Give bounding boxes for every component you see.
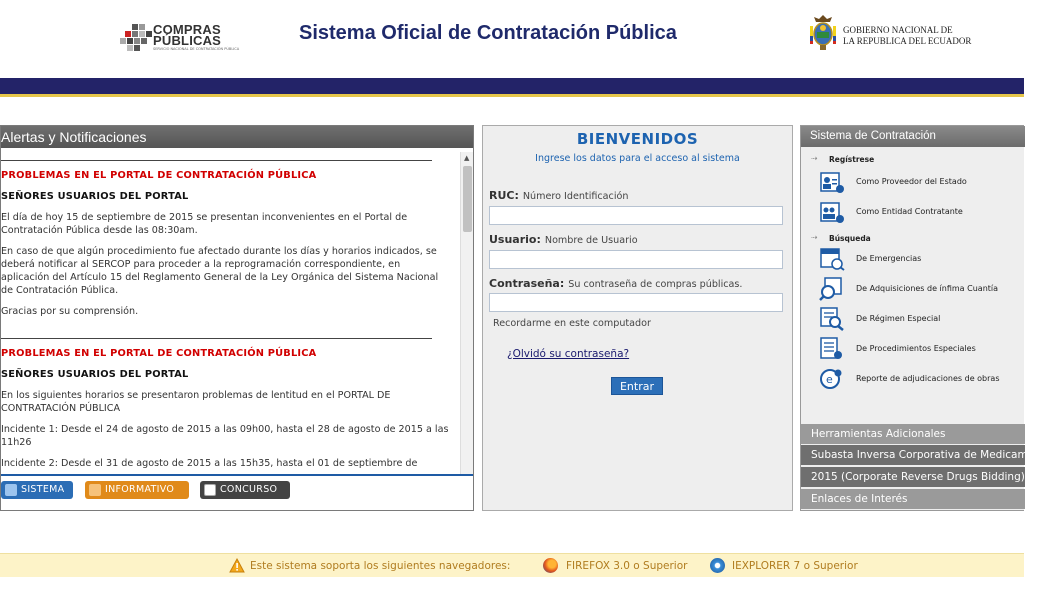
subasta-inversa-link-cont[interactable]: 2015 (Corporate Reverse Drugs Bidding) — [801, 467, 1025, 487]
alert-paragraph: En caso de que algún procedimiento fue afectado durante los días y horarios indicados, se deberá notificar al SERCOP para proceder a la reprogramación correspondiente, en aplicación del Artículo 15 del Reglamento General de la Ley Orgánica del Sistema Nacional de Contratación Pública. — [1, 246, 439, 296]
subasta-inversa-link[interactable]: Subasta Inversa Corporativa de Medicamentos — [801, 445, 1025, 465]
emergency-calendar-icon — [819, 247, 845, 271]
iexplorer-requirement: IEXPLORER 7 o Superior — [732, 560, 858, 572]
login-title: BIENVENIDOS — [576, 130, 699, 148]
alerts-tabs — [1, 474, 473, 510]
register-provider-link[interactable] — [819, 170, 1019, 194]
system-panel-title: Sistema de Contratación — [801, 126, 1025, 147]
svg-text:e: e — [826, 373, 833, 386]
header-band-stripe — [0, 94, 1024, 97]
password-label-text: Contraseña: — [489, 277, 565, 290]
login-subtitle: Ingrese los datos para el acceso al sistema — [535, 153, 740, 164]
tab-sistema[interactable] — [1, 481, 73, 499]
alert-heading: PROBLEMAS EN EL PORTAL DE CONTRATACIÓN PÚBLICA — [1, 348, 317, 359]
government-text-line1: GOBIERNO NACIONAL DE — [843, 25, 953, 35]
alert-item — [1, 160, 459, 318]
newspaper-icon — [89, 484, 101, 496]
alerts-panel — [0, 125, 474, 511]
firefox-requirement: FIREFOX 3.0 o Superior — [566, 560, 688, 572]
alert-item — [1, 338, 459, 470]
scroll-up-arrow-icon[interactable]: ▲ — [464, 154, 470, 162]
alert-heading: PROBLEMAS EN EL PORTAL DE CONTRATACIÓN PÚBLICA — [1, 170, 317, 181]
divider — [1, 160, 432, 161]
ruc-hint: Número Identificación — [522, 191, 629, 202]
tab-label: CONCURSO — [220, 484, 278, 495]
user-label — [489, 233, 638, 246]
alerts-content[interactable] — [1, 152, 459, 500]
search-emergencies-link[interactable] — [819, 247, 1019, 271]
tab-label: SISTEMA — [21, 484, 65, 495]
logo-mosaic-icon — [120, 22, 154, 52]
search-infima-cuantia-label: De Adquisiciones de ínfima Cuantía — [856, 284, 999, 293]
herramientas-adicionales-link[interactable]: Herramientas Adicionales — [801, 424, 1025, 444]
user-hint: Nombre de Usuario — [544, 235, 638, 246]
alert-paragraph: Incidente 2: Desde el 31 de agosto de 2015 a las 15h35, hasta el 01 de septiembre de — [1, 458, 418, 469]
user-label-text: Usuario: — [489, 233, 541, 246]
register-group-label: Regístrese — [829, 155, 875, 164]
government-text-line2: LA REPUBLICA DEL ECUADOR — [843, 36, 972, 46]
internet-explorer-icon — [710, 558, 725, 573]
report-globe-icon — [819, 367, 845, 391]
tab-concurso[interactable] — [200, 481, 290, 499]
arrow-icon: ⇢ — [811, 154, 818, 163]
login-button[interactable]: Entrar — [611, 377, 663, 395]
scrollbar-thumb[interactable] — [463, 166, 472, 232]
remember-me-label[interactable]: Recordarme en este computador — [493, 318, 651, 329]
ruc-label-text: RUC: — [489, 189, 519, 202]
tab-informativo[interactable] — [85, 481, 189, 499]
register-entity-label: Como Entidad Contratante — [856, 207, 963, 216]
register-provider-label: Como Proveedor del Estado — [856, 177, 967, 186]
site-title: Sistema Oficial de Contratación Pública — [299, 22, 677, 44]
report-adjudicaciones-label: Reporte de adjudicaciones de obras — [856, 374, 1000, 383]
tab-label: INFORMATIVO — [105, 484, 175, 495]
search-regimen-especial-label: De Régimen Especial — [856, 314, 941, 323]
logo-text-line1: COMPRAS — [153, 22, 221, 37]
ruc-label — [489, 189, 628, 202]
logo-text-line2: PÚBLICAS — [153, 33, 222, 48]
user-gear-icon — [5, 484, 17, 496]
arrow-icon: ⇢ — [811, 233, 818, 242]
search-procedimientos-link[interactable] — [819, 337, 1019, 361]
password-label — [489, 277, 742, 290]
enlaces-interes-link[interactable]: Enlaces de Interés — [801, 489, 1025, 509]
footer-text: Este sistema soporta los siguientes navegadores: — [250, 560, 511, 572]
alerts-panel-title: Alertas y Notificaciones — [1, 126, 473, 148]
system-panel — [800, 125, 1057, 511]
register-entity-link[interactable] — [819, 200, 1019, 224]
search-group-label: Búsqueda — [829, 234, 871, 243]
alert-subheading: SEÑORES USUARIOS DEL PORTAL — [1, 369, 189, 380]
forgot-password-link[interactable]: ¿Olvidó su contraseña? — [507, 348, 630, 360]
alerts-scrollbar[interactable] — [460, 152, 473, 500]
document-icon — [204, 484, 216, 496]
browser-support-footer — [0, 553, 1024, 577]
compras-publicas-logo[interactable] — [120, 22, 240, 54]
entity-users-icon — [819, 200, 845, 224]
password-hint: Su contraseña de compras públicas. — [568, 279, 743, 290]
magnifier-document-icon — [819, 277, 845, 301]
alert-paragraph: Incidente 1: Desde el 24 de agosto de 2015 a las 09h00, hasta el 28 de agosto de 2015 a las 11h26 — [1, 424, 449, 448]
magnifier-list-icon — [819, 307, 845, 331]
logo-subtext: SERVICIO NACIONAL DE CONTRATACIÓN PÚBLICA — [153, 47, 240, 51]
document-list-icon — [819, 337, 845, 361]
login-panel — [482, 125, 793, 511]
password-input[interactable] — [489, 293, 783, 312]
alert-paragraph: En los siguientes horarios se presentaron problemas de lentitud en el PORTAL DE CONTRATACIÓN PÚBLICA — [1, 390, 391, 414]
warning-icon — [229, 558, 245, 573]
username-input[interactable] — [489, 250, 783, 269]
header — [0, 0, 1024, 78]
divider — [1, 338, 432, 339]
ecuador-coat-of-arms-icon — [808, 14, 838, 52]
alert-paragraph: El día de hoy 15 de septiembre de 2015 se presentan inconvenientes en el Portal de Contratación Pública desde las 08:30am. — [1, 212, 408, 236]
report-adjudicaciones-link[interactable] — [819, 367, 1019, 391]
ruc-input[interactable] — [489, 206, 783, 225]
firefox-icon — [543, 558, 558, 573]
search-emergencies-label: De Emergencias — [856, 254, 922, 263]
search-regimen-especial-link[interactable] — [819, 307, 1019, 331]
alert-paragraph: Gracias por su comprensión. — [1, 306, 139, 317]
search-infima-cuantia-link[interactable] — [819, 277, 1019, 301]
search-procedimientos-label: De Procedimientos Especiales — [856, 344, 976, 353]
header-band — [0, 78, 1024, 94]
provider-id-card-icon — [819, 170, 845, 194]
alert-subheading: SEÑORES USUARIOS DEL PORTAL — [1, 191, 189, 202]
